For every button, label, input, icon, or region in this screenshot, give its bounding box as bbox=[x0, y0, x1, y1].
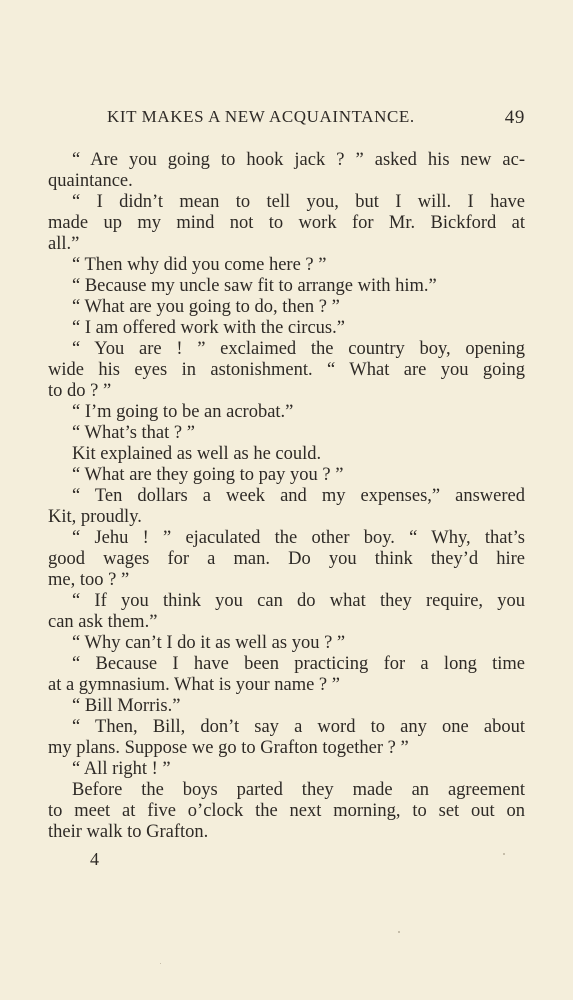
text-line: “ Bill Morris.” bbox=[72, 696, 181, 716]
body-text bbox=[48, 150, 525, 843]
text-line: Before the boys parted they made an agreement bbox=[72, 780, 525, 800]
text-line: me, too ? ” bbox=[48, 570, 130, 590]
text-line: “ Because I have been practicing for a long time bbox=[72, 654, 525, 674]
text-line: good wages for a man. Do you think they’d hire bbox=[48, 549, 525, 569]
text-line: to meet at five o’clock the next morning, to set out on bbox=[48, 801, 525, 821]
text-line: “ Ten dollars a week and my expenses,” answered bbox=[72, 486, 525, 506]
text-line: “ What’s that ? ” bbox=[72, 423, 195, 443]
text-line: can ask them.” bbox=[48, 612, 158, 632]
text-line: “ Are you going to hook jack ? ” asked his new ac- bbox=[72, 150, 525, 170]
text-line: my plans. Suppose we go to Grafton together ? ” bbox=[48, 738, 409, 758]
paper-speck bbox=[160, 963, 161, 964]
text-line: “ Then, Bill, don’t say a word to any one about bbox=[72, 717, 525, 737]
page-number: 49 bbox=[504, 107, 525, 128]
text-line: “ I’m going to be an acrobat.” bbox=[72, 402, 294, 422]
chapter-title: KIT MAKES A NEW ACQUAINTANCE. bbox=[107, 107, 415, 126]
text-line: quaintance. bbox=[48, 171, 133, 191]
text-line: “ All right ! ” bbox=[72, 759, 171, 779]
text-line: their walk to Grafton. bbox=[48, 822, 209, 842]
running-head bbox=[107, 107, 525, 131]
text-line: “ I didn’t mean to tell you, but I will. I have bbox=[72, 192, 525, 212]
paper-speck bbox=[398, 931, 400, 933]
text-line: “ If you think you can do what they require, you bbox=[72, 591, 525, 611]
signature-mark: 4 bbox=[90, 849, 99, 869]
text-line: made up my mind not to work for Mr. Bickford at bbox=[48, 213, 525, 233]
text-line: to do ? ” bbox=[48, 381, 112, 401]
text-line: Kit, proudly. bbox=[48, 507, 142, 527]
text-line: “ Why can’t I do it as well as you ? ” bbox=[72, 633, 346, 653]
text-line: at a gymnasium. What is your name ? ” bbox=[48, 675, 340, 695]
text-line: “ You are ! ” exclaimed the country boy, opening bbox=[72, 339, 525, 359]
text-line: “ Jehu ! ” ejaculated the other boy. “ Why, that’s bbox=[72, 528, 525, 548]
paper-speck bbox=[503, 853, 505, 855]
text-line: wide his eyes in astonishment. “ What are you going bbox=[48, 360, 525, 380]
text-line: all.” bbox=[48, 234, 80, 254]
text-line: “ Because my uncle saw fit to arrange with him.” bbox=[72, 276, 437, 296]
text-line: “ Then why did you come here ? ” bbox=[72, 255, 327, 275]
text-line: “ I am offered work with the circus.” bbox=[72, 318, 345, 338]
text-line: “ What are you going to do, then ? ” bbox=[72, 297, 340, 317]
text-line: Kit explained as well as he could. bbox=[72, 444, 322, 464]
text-line: “ What are they going to pay you ? ” bbox=[72, 465, 344, 485]
